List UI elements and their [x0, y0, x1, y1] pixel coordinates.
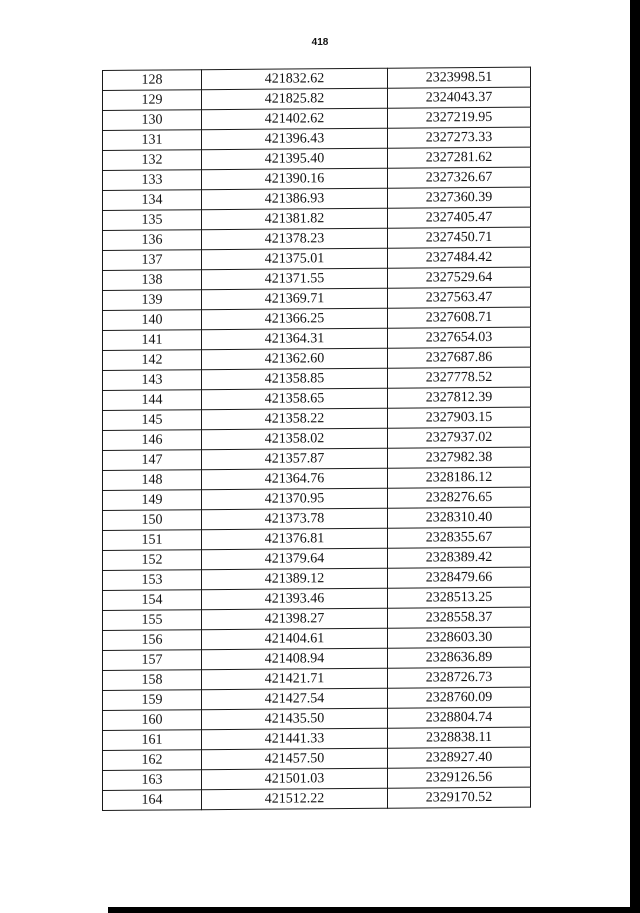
easting-cell: 421441.33: [202, 728, 388, 749]
table-row: [103, 307, 531, 330]
page-edge-bottom: [108, 907, 640, 913]
easting-cell: 421435.50: [202, 708, 388, 729]
northing-cell: 2327360.39: [388, 187, 531, 208]
point-number-cell: 153: [103, 570, 202, 591]
easting-cell: 421364.31: [202, 328, 388, 349]
point-number-cell: 156: [103, 630, 202, 651]
northing-cell: 2327219.95: [388, 107, 531, 128]
table-row: [103, 387, 531, 410]
table-row: [103, 87, 531, 110]
northing-cell: 2327563.47: [388, 287, 531, 308]
table-row: [103, 567, 531, 590]
table-row: [103, 627, 531, 650]
northing-cell: 2327273.33: [388, 127, 531, 148]
northing-cell: 2328804.74: [388, 707, 531, 728]
point-number-cell: 143: [103, 370, 202, 391]
table-row: [103, 367, 531, 390]
northing-cell: 2328558.37: [388, 607, 531, 628]
table-row: [103, 767, 531, 790]
easting-cell: 421402.62: [202, 108, 388, 129]
easting-cell: 421357.87: [202, 448, 388, 469]
northing-cell: 2328389.42: [388, 547, 531, 568]
coordinates-table-body: [103, 67, 531, 810]
table-row: [103, 147, 531, 170]
easting-cell: 421358.85: [202, 368, 388, 389]
table-row: [103, 407, 531, 430]
point-number-cell: 155: [103, 610, 202, 631]
northing-cell: 2327281.62: [388, 147, 531, 168]
northing-cell: 2327484.42: [388, 247, 531, 268]
northing-cell: 2323998.51: [388, 67, 531, 88]
table-row: [103, 227, 531, 250]
point-number-cell: 160: [103, 710, 202, 731]
northing-cell: 2328838.11: [388, 727, 531, 748]
easting-cell: 421364.76: [202, 468, 388, 489]
easting-cell: 421501.03: [202, 768, 388, 789]
northing-cell: 2327608.71: [388, 307, 531, 328]
table-row: [103, 707, 531, 730]
northing-cell: 2327982.38: [388, 447, 531, 468]
easting-cell: 421371.55: [202, 268, 388, 289]
point-number-cell: 128: [103, 70, 202, 91]
coordinates-table-wrapper: [102, 67, 530, 811]
easting-cell: 421457.50: [202, 748, 388, 769]
table-row: [103, 787, 531, 810]
point-number-cell: 162: [103, 750, 202, 771]
point-number-cell: 146: [103, 430, 202, 451]
point-number-cell: 159: [103, 690, 202, 711]
easting-cell: 421396.43: [202, 128, 388, 149]
easting-cell: 421369.71: [202, 288, 388, 309]
table-row: [103, 287, 531, 310]
point-number-cell: 138: [103, 270, 202, 291]
easting-cell: 421512.22: [202, 788, 388, 809]
table-row: [103, 207, 531, 230]
easting-cell: 421358.65: [202, 388, 388, 409]
point-number-cell: 139: [103, 290, 202, 311]
northing-cell: 2328276.65: [388, 487, 531, 508]
point-number-cell: 145: [103, 410, 202, 431]
point-number-cell: 131: [103, 130, 202, 151]
point-number-cell: 150: [103, 510, 202, 531]
point-number-cell: 152: [103, 550, 202, 571]
point-number-cell: 157: [103, 650, 202, 671]
northing-cell: 2327529.64: [388, 267, 531, 288]
page-number: 418: [311, 37, 329, 48]
northing-cell: 2327654.03: [388, 327, 531, 348]
easting-cell: 421366.25: [202, 308, 388, 329]
table-row: [103, 447, 531, 470]
easting-cell: 421358.02: [202, 428, 388, 449]
easting-cell: 421386.93: [202, 188, 388, 209]
point-number-cell: 158: [103, 670, 202, 691]
easting-cell: 421398.27: [202, 608, 388, 629]
point-number-cell: 136: [103, 230, 202, 251]
coordinates-table: [102, 67, 531, 811]
easting-cell: 421408.94: [202, 648, 388, 669]
northing-cell: 2328186.12: [388, 467, 531, 488]
point-number-cell: 164: [103, 790, 202, 811]
easting-cell: 421358.22: [202, 408, 388, 429]
table-row: [103, 187, 531, 210]
table-row: [103, 347, 531, 370]
table-row: [103, 67, 531, 90]
point-number-cell: 161: [103, 730, 202, 751]
table-row: [103, 507, 531, 530]
northing-cell: 2328603.30: [388, 627, 531, 648]
easting-cell: 421370.95: [202, 488, 388, 509]
easting-cell: 421421.71: [202, 668, 388, 689]
northing-cell: 2327903.15: [388, 407, 531, 428]
point-number-cell: 163: [103, 770, 202, 791]
northing-cell: 2329126.56: [388, 767, 531, 788]
table-row: [103, 587, 531, 610]
point-number-cell: 132: [103, 150, 202, 171]
northing-cell: 2328355.67: [388, 527, 531, 548]
point-number-cell: 141: [103, 330, 202, 351]
northing-cell: 2327326.67: [388, 167, 531, 188]
northing-cell: 2328726.73: [388, 667, 531, 688]
table-row: [103, 327, 531, 350]
northing-cell: 2328927.40: [388, 747, 531, 768]
point-number-cell: 144: [103, 390, 202, 411]
table-row: [103, 687, 531, 710]
easting-cell: 421373.78: [202, 508, 388, 529]
northing-cell: 2329170.52: [388, 787, 531, 808]
point-number-cell: 151: [103, 530, 202, 551]
table-row: [103, 247, 531, 270]
point-number-cell: 135: [103, 210, 202, 231]
northing-cell: 2327778.52: [388, 367, 531, 388]
easting-cell: 421393.46: [202, 588, 388, 609]
easting-cell: 421379.64: [202, 548, 388, 569]
table-row: [103, 647, 531, 670]
easting-cell: 421390.16: [202, 168, 388, 189]
northing-cell: 2327405.47: [388, 207, 531, 228]
page-edge-right: [630, 0, 640, 913]
table-row: [103, 727, 531, 750]
table-row: [103, 667, 531, 690]
point-number-cell: 134: [103, 190, 202, 211]
point-number-cell: 140: [103, 310, 202, 331]
easting-cell: 421389.12: [202, 568, 388, 589]
northing-cell: 2327450.71: [388, 227, 531, 248]
table-row: [103, 167, 531, 190]
point-number-cell: 147: [103, 450, 202, 471]
northing-cell: 2328479.66: [388, 567, 531, 588]
table-row: [103, 107, 531, 130]
table-row: [103, 527, 531, 550]
point-number-cell: 149: [103, 490, 202, 511]
table-row: [103, 127, 531, 150]
table-row: [103, 267, 531, 290]
northing-cell: 2324043.37: [388, 87, 531, 108]
table-row: [103, 487, 531, 510]
point-number-cell: 154: [103, 590, 202, 611]
easting-cell: 421381.82: [202, 208, 388, 229]
point-number-cell: 129: [103, 90, 202, 111]
point-number-cell: 133: [103, 170, 202, 191]
northing-cell: 2328513.25: [388, 587, 531, 608]
northing-cell: 2328636.89: [388, 647, 531, 668]
easting-cell: 421404.61: [202, 628, 388, 649]
easting-cell: 421825.82: [202, 88, 388, 109]
point-number-cell: 148: [103, 470, 202, 491]
northing-cell: 2328760.09: [388, 687, 531, 708]
easting-cell: 421375.01: [202, 248, 388, 269]
easting-cell: 421427.54: [202, 688, 388, 709]
point-number-cell: 137: [103, 250, 202, 271]
easting-cell: 421376.81: [202, 528, 388, 549]
easting-cell: 421378.23: [202, 228, 388, 249]
point-number-cell: 130: [103, 110, 202, 131]
northing-cell: 2327937.02: [388, 427, 531, 448]
easting-cell: 421362.60: [202, 348, 388, 369]
northing-cell: 2327687.86: [388, 347, 531, 368]
table-row: [103, 427, 531, 450]
table-row: [103, 607, 531, 630]
point-number-cell: 142: [103, 350, 202, 371]
table-row: [103, 747, 531, 770]
table-row: [103, 547, 531, 570]
easting-cell: 421832.62: [202, 68, 388, 89]
table-row: [103, 467, 531, 490]
northing-cell: 2328310.40: [388, 507, 531, 528]
easting-cell: 421395.40: [202, 148, 388, 169]
northing-cell: 2327812.39: [388, 387, 531, 408]
